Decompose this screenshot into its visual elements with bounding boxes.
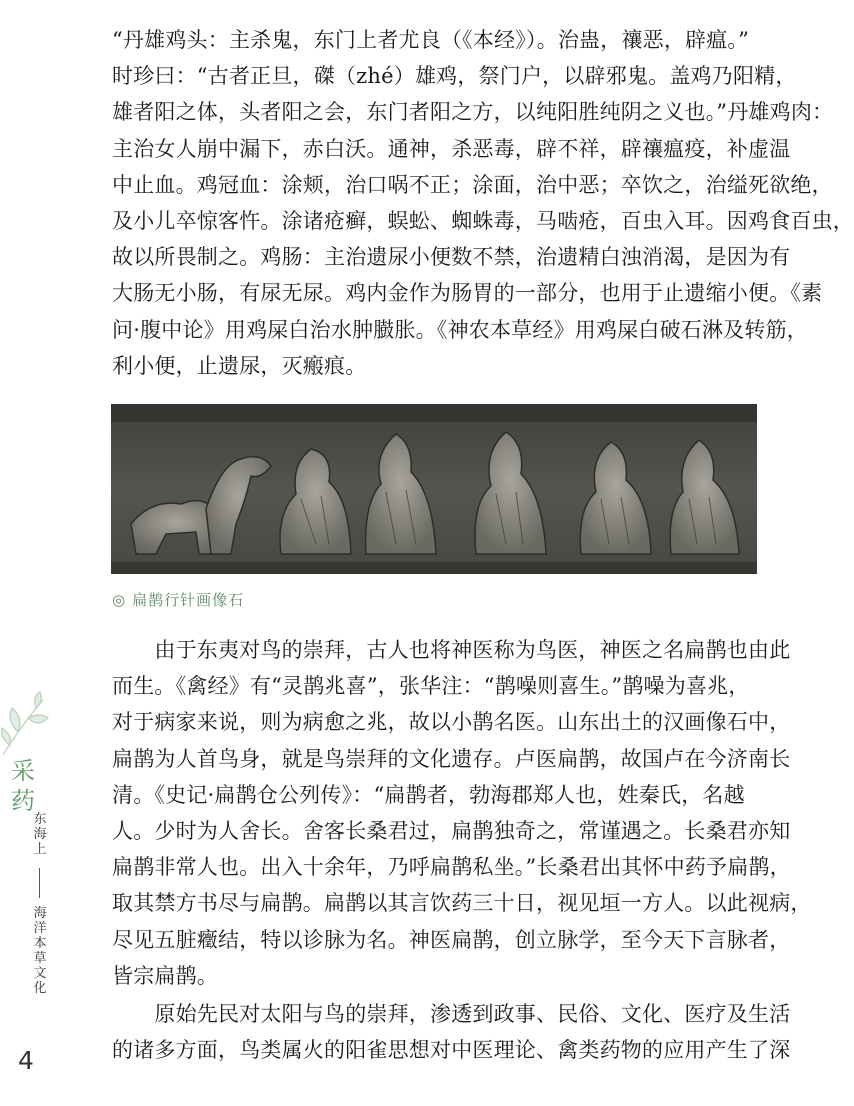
- text-line: 及小儿卒惊客忤。涂诸疮癣，蜈蚣、蜘蛛毒，马啮疮，百虫入耳。因鸡食百虫，: [112, 208, 854, 233]
- sidebar-subtitle-2: 海 洋 本 草 文 化: [33, 906, 47, 996]
- text-line: 尽见五脏癥结，特以诊脉为名。神医扁鹊，创立脉学，至今天下言脉者，: [112, 927, 791, 952]
- text-line: 时珍曰：“古者正旦，磔（zhé）雄鸡，祭门户，以辟邪鬼。盖鸡乃阳精，: [112, 64, 797, 89]
- body-paragraph-2: [112, 632, 812, 994]
- page-number: 4: [18, 1046, 34, 1075]
- sidebar-running-title: [0, 690, 72, 996]
- text-line: 皆宗扁鹊。: [112, 963, 218, 988]
- text-line: 取其禁方书尽与扁鹊。扁鹊以其言饮药三十日，视见垣一方人。以此视病，: [112, 891, 812, 916]
- text-line: 的诸多方面，鸟类属火的阳雀思想对中医理论、禽类药物的应用产生了深: [112, 1038, 791, 1063]
- stone-relief-image: [111, 404, 757, 574]
- body-paragraph-1: [112, 22, 854, 384]
- text-line: 主治女人崩中漏下，赤白沃。通神，杀恶毒，辟不祥，辟禳瘟疫，补虚温: [112, 136, 791, 161]
- text-line: 由于东夷对鸟的崇拜，古人也将神医称为鸟医，神医之名扁鹊也由此: [112, 638, 791, 662]
- text-line: 扁鹊非常人也。出入十余年，乃呼扁鹊私坐。”长桑君出其怀中药予扁鹊，: [112, 855, 791, 880]
- text-line: 清。《史记·扁鹊仓公列传》：“扁鹊者，勃海郡郑人也，姓秦氏，名越: [112, 782, 745, 807]
- text-line: 而生。《禽经》有“灵鹊兆喜”，张华注：“鹊噪则喜生。”鹊噪为喜兆，: [112, 674, 750, 699]
- text-line: 故以所畏制之。鸡肠：主治遗尿小便数不禁，治遗精白浊消渴，是因为有: [112, 245, 791, 270]
- body-paragraph-3: [112, 996, 791, 1068]
- text-line: 扁鹊为人首鸟身，就是鸟崇拜的文化遗存。卢医扁鹊，故国卢在今济南长: [112, 746, 791, 771]
- caption-text: 扁鹊行针画像石: [132, 591, 245, 609]
- text-line: 雄者阳之体，头者阳之会，东门者阳之方，以纯阳胜纯阴之义也。”丹雄鸡肉：: [112, 100, 834, 125]
- text-line: 对于病家来说，则为病愈之兆，故以小鹊名医。山东出土的汉画像石中，: [112, 710, 791, 735]
- sidebar-divider: [39, 868, 40, 898]
- figure-caption: [112, 589, 244, 610]
- leaf-ornament-icon: [0, 690, 58, 760]
- text-line: “丹雄鸡头：主杀鬼，东门上者尤良（《本经》）。治蛊，禳恶，辟瘟。”: [112, 28, 750, 52]
- text-line: 人。少时为人舍长。舍客长桑君过，扁鹊独奇之，常谨遇之。长桑君亦知: [112, 818, 791, 843]
- sidebar-title: 采 药: [11, 757, 35, 815]
- caption-bullet-icon: ◎: [112, 591, 127, 609]
- text-line: 问·腹中论》用鸡屎白治水肿臌胀。《神农本草经》用鸡屎白破石淋及转筋，: [112, 317, 808, 342]
- text-line: 利小便，止遗尿，灭瘢痕。: [112, 353, 367, 378]
- text-line: 原始先民对太阳与鸟的崇拜，渗透到政事、民俗、文化、医疗及生活: [112, 1002, 791, 1026]
- text-line: 大肠无小肠，有尿无尿。鸡内金作为肠胃的一部分，也用于止遗缩小便。《素: [112, 281, 823, 306]
- sidebar-subtitle-1: 东 海 上: [33, 812, 47, 857]
- text-line: 中止血。鸡冠血：涂颊，治口㖞不正；涂面，治中恶；卒饮之，治缢死欲绝，: [112, 172, 833, 197]
